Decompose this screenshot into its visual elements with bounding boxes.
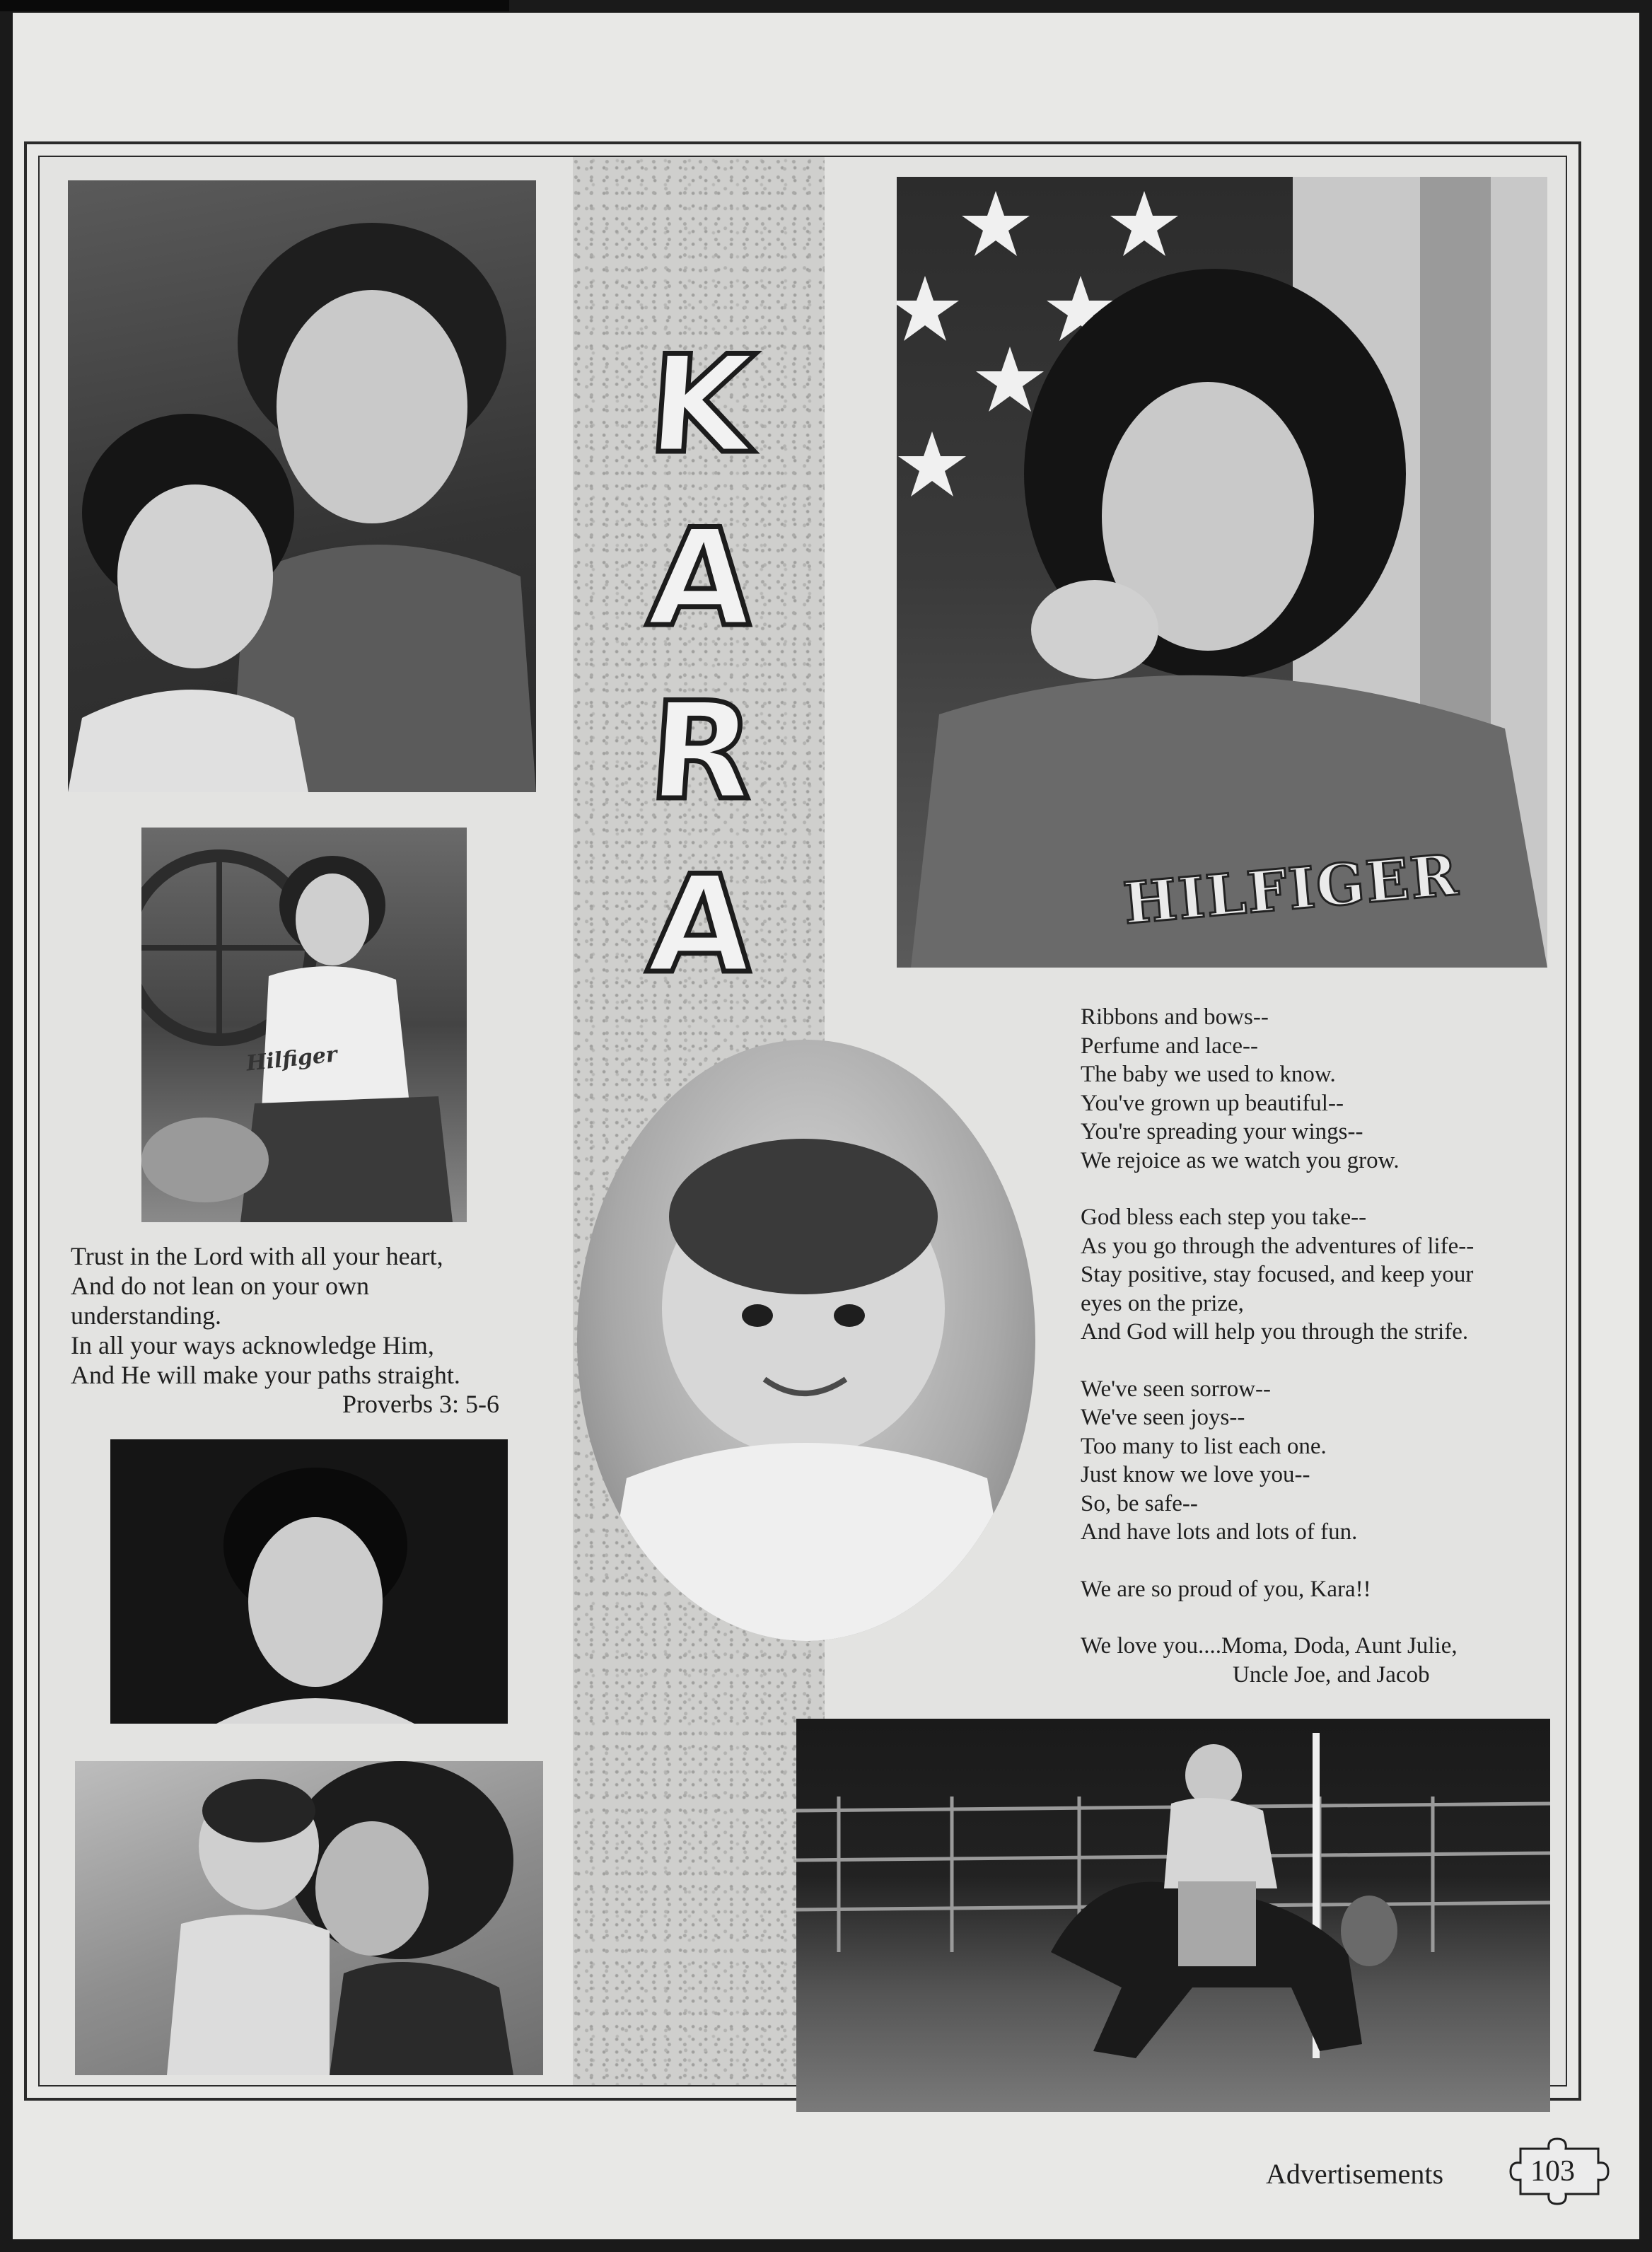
photo-kiss-baby [75,1761,543,2075]
poem-proud-line: We are so proud of you, Kara!! [1081,1576,1371,1602]
page-number: 103 [1530,2155,1575,2188]
stanza-gap [1081,1175,1474,1203]
poem-line: Perfume and lace-- [1081,1033,1259,1059]
poem-line: As you go through the adventures of life-- [1081,1233,1474,1259]
poem-line: eyes on the prize, [1081,1290,1244,1316]
poem-line: We've seen joys-- [1081,1405,1245,1430]
scripture-quote [71,1241,460,1390]
poem-line: So, be safe-- [1081,1490,1198,1516]
stanza-gap [1081,1347,1474,1375]
section-label: Advertisements [1266,2158,1444,2190]
scripture-line: Trust in the Lord with all your heart, [71,1242,443,1270]
photo-mother-and-child [68,180,536,792]
tshirt-logo-text: Hilfiger [245,1042,339,1076]
title-letter-a: A [644,500,760,656]
poem-line: The baby we used to know. [1081,1062,1336,1087]
title-letter-r: R [644,673,759,830]
poem-signature-line-2: Uncle Joe, and Jacob [1233,1661,1430,1688]
poem-line: We rejoice as we watch you grow. [1081,1147,1400,1173]
poem-line: And have lots and lots of fun. [1081,1519,1358,1545]
top-edge-bar [0,0,509,11]
title-letter-a-2: A [644,847,760,1003]
scripture-line: And He will make your paths straight. [71,1361,460,1389]
poem-line: Stay positive, stay focused, and keep your [1081,1262,1474,1287]
stanza-gap [1081,1603,1474,1632]
stanza-gap [1081,1547,1474,1575]
scripture-line: understanding. [71,1301,221,1330]
scripture-line: In all your ways acknowledge Him, [71,1331,434,1359]
photo-senior-flag [897,177,1547,968]
poem-signature-line: We love you....Moma, Doda, Aunt Julie, [1081,1633,1458,1659]
poem-line: Ribbons and bows-- [1081,1004,1269,1030]
photo-wagon-wheel [141,828,467,1222]
poem-line: God bless each step you take-- [1081,1205,1367,1230]
photo-barrel-racing [796,1719,1550,2112]
photo-teen-portrait [110,1439,508,1724]
poem-line: You've grown up beautiful-- [1081,1090,1344,1116]
scripture-citation: Proverbs 3: 5-6 [342,1390,499,1418]
poem-line: And God will help you through the strife. [1081,1319,1469,1345]
title-kara [624,318,779,1011]
title-letter-k: K [644,327,760,483]
poem-line: You're spreading your wings-- [1081,1119,1363,1144]
photo-baby-oval [577,1040,1035,1641]
scripture-line: And do not lean on your own [71,1272,369,1300]
poem-line: Just know we love you-- [1081,1462,1310,1487]
poem-line: We've seen sorrow-- [1081,1376,1272,1402]
poem [1081,1003,1474,1689]
sweatshirt-logo-text: HILFIGER [1120,841,1462,937]
poem-line: Too many to list each one. [1081,1433,1327,1459]
